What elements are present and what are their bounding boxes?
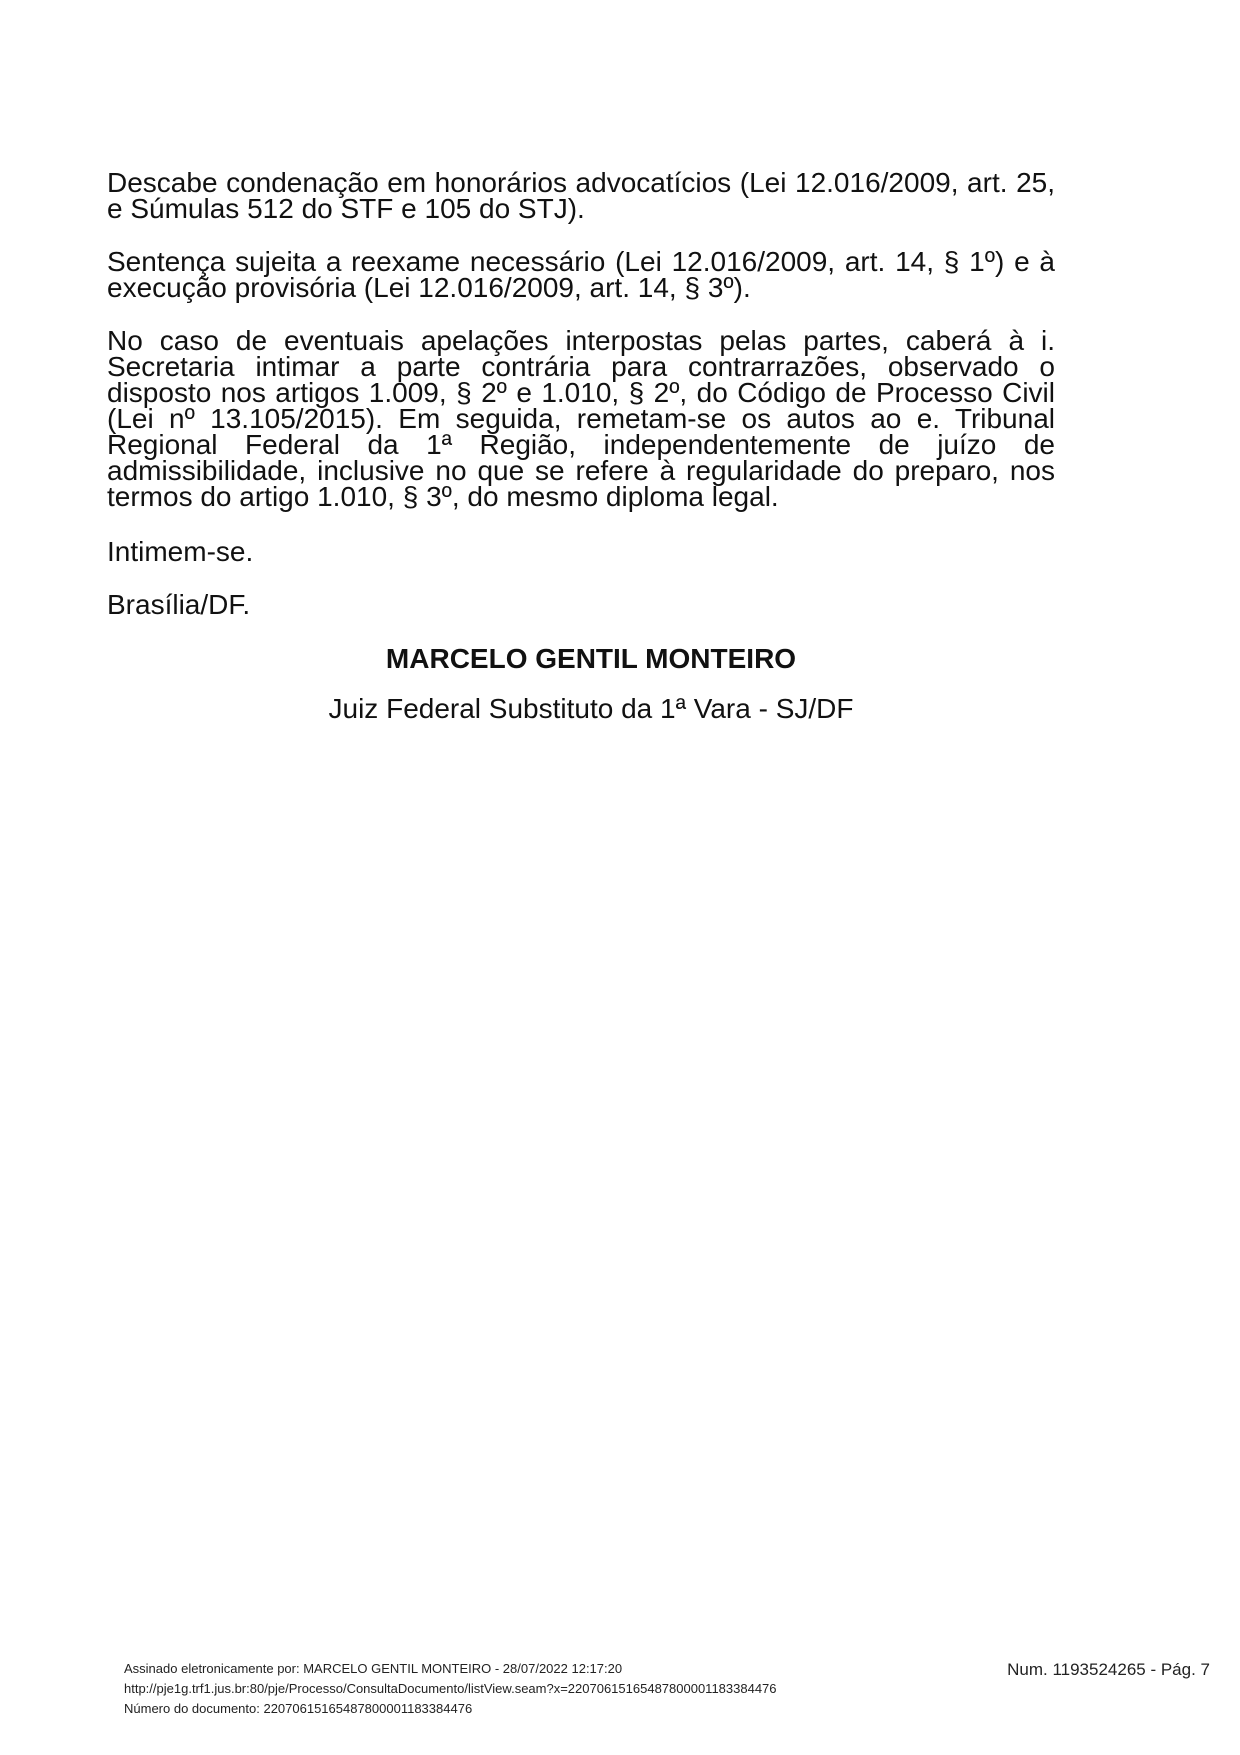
- paragraph-review: Sentença sujeita a reexame necessário (Lei 12.016/2009, art. 14, § 1º) e à execução provisória (Lei 12.016/2009, art. 14, § 3º).: [107, 246, 1055, 303]
- paragraph-place: Brasília/DF.: [107, 589, 251, 620]
- footer-doc-number: Número do documento: 22070615165487800001183384476: [124, 1701, 473, 1716]
- footer-signed-by: Assinado eletronicamente por: MARCELO GENTIL MONTEIRO - 28/07/2022 12:17:20: [124, 1661, 623, 1676]
- document-body: [107, 167, 1055, 725]
- signature-footer: [124, 1659, 777, 1719]
- page-number: Num. 1193524265 - Pág. 7: [1007, 1660, 1210, 1679]
- paragraph-notify: Intimem-se.: [107, 536, 254, 567]
- signer-name: MARCELO GENTIL MONTEIRO: [385, 643, 797, 674]
- paragraph-fees: Descabe condenação em honorários advocatícios (Lei 12.016/2009, art. 25, e Súmulas 512 do STF e 105 do STJ).: [107, 167, 1055, 224]
- signer-role: Juiz Federal Substituto da 1ª Vara - SJ/DF: [328, 693, 854, 724]
- paragraph-appeals: No caso de eventuais apelações interpostas pelas partes, caberá à i. Secretaria intimar a parte contrária para contrarrazões, observado o disposto nos artigos 1.009, § 2º e 1.010, § 2º, do Código de Processo Civil (Lei nº 13.105/2015). Em seguida, remetam-se os autos ao e. Tribunal Regional Federal da 1ª Região, independentemente de juízo de admissibilidade, inclusive no que se refere à regularidade do preparo, nos termos do artigo 1.010, § 3º, do mesmo diploma legal.: [107, 325, 1055, 512]
- footer-url: http://pje1g.trf1.jus.br:80/pje/Processo/ConsultaDocumento/listView.seam?x=22070615165487800001183384476: [124, 1681, 777, 1696]
